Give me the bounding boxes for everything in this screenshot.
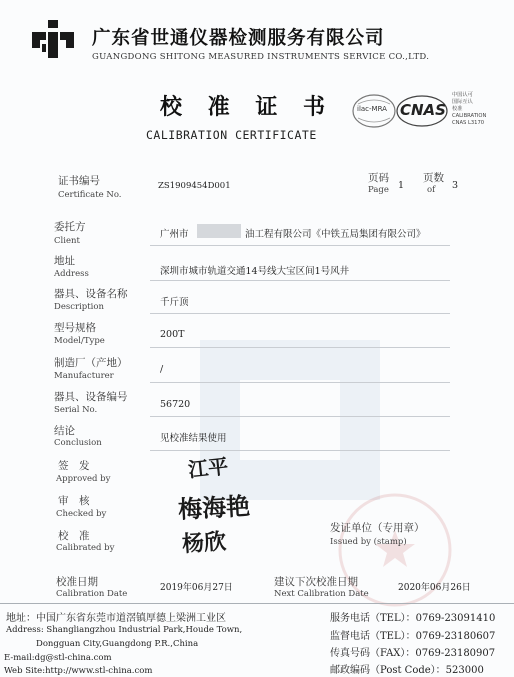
serial-value: 56720 — [160, 399, 191, 410]
client-label-cn: 委托方 — [54, 221, 86, 233]
certificate-title-en: CALIBRATION CERTIFICATE — [146, 128, 317, 142]
pages-value: 3 — [452, 180, 459, 191]
divider — [150, 347, 450, 348]
model-value: 200T — [160, 329, 185, 340]
cnas-label: CNAS — [400, 101, 446, 119]
address-value: 深圳市城市轨道交通14号线大宝区间1号风井 — [160, 266, 350, 277]
description-label-cn: 器具、设备名称 — [54, 288, 128, 300]
divider — [150, 382, 450, 383]
footer-address-en-1: Address: Shangliangzhou Industrial Park,Houde Town, — [6, 625, 243, 635]
divider — [150, 245, 450, 246]
divider — [150, 280, 450, 281]
accreditation-text: 校准 — [452, 106, 463, 112]
pages-label-en: of — [427, 185, 436, 195]
conclusion-value: 见校准结果使用 — [160, 433, 227, 444]
accreditation-marks — [352, 90, 504, 134]
accreditation-text: CNAS L3170 — [452, 120, 485, 126]
supervise-tel: 监督电话（TEL）：0769-23180607 — [330, 631, 496, 642]
footer-address-en-2: Dongguan City,Guangdong P.R.,China — [36, 639, 199, 649]
model-label-en: Model/Type — [54, 336, 105, 346]
checked-label-en: Checked by — [56, 509, 107, 519]
calibration-date-label-en: Calibration Date — [56, 589, 128, 599]
conclusion-label-cn: 结论 — [54, 425, 75, 437]
accreditation-text: CALIBRATION — [452, 113, 487, 119]
serial-label-en: Serial No. — [54, 405, 98, 415]
address-label-en: Address — [54, 269, 89, 279]
page-value: 1 — [398, 180, 405, 191]
certificate-title-cn: 校 准 证 书 — [160, 94, 334, 120]
fax-number: 传真号码（FAX）：0769-23180907 — [330, 648, 496, 659]
client-label-en: Client — [54, 236, 80, 246]
divider — [150, 416, 450, 417]
calibrated-label-cn: 校 准 — [58, 530, 90, 542]
approved-signature: 江平 — [187, 453, 230, 483]
manufacturer-value: / — [160, 364, 164, 375]
page-label-cn: 页码 — [368, 172, 389, 184]
company-logo-icon — [30, 18, 76, 60]
company-name-cn: 广东省世通仪器检测服务有限公司 — [92, 28, 385, 49]
conclusion-label-en: Conclusion — [54, 438, 102, 448]
issuer-label-cn: 发证单位（专用章） — [330, 522, 425, 534]
accreditation-small-text — [452, 92, 486, 127]
footer-email: E-mail:dg@stl-china.com — [4, 653, 112, 663]
client-value-prefix: 广州市 — [160, 229, 189, 240]
footer-address-cn: 地址：中国广东省东莞市道滘镇厚德上梁洲工业区 — [6, 613, 226, 624]
approved-label-en: Approved by — [56, 474, 111, 484]
description-label-en: Description — [54, 302, 104, 312]
post-code: 邮政编码（Post Code）：523000 — [330, 665, 484, 676]
client-value: 油工程有限公司《中铁五局集团有限公司》 — [245, 229, 426, 240]
company-name-en: GUANGDONG SHITONG MEASURED INSTRUMENTS SERVICE CO.,LTD. — [92, 52, 430, 62]
calibration-date-value: 2019年06月27日 — [160, 583, 233, 593]
accreditation-text: 国际互认 — [452, 99, 473, 105]
checked-label-cn: 审 核 — [58, 495, 90, 507]
ilac-label: ilac-MRA — [357, 105, 387, 113]
accreditation-text: 中国认可 — [452, 92, 473, 98]
next-calibration-label-cn: 建议下次校准日期 — [274, 576, 358, 588]
next-calibration-value: 2020年06月26日 — [398, 583, 471, 593]
issuer-label-en: Issued by (stamp) — [330, 537, 407, 547]
footer-divider — [0, 603, 514, 604]
manufacturer-label-cn: 制造厂（产地） — [54, 357, 128, 369]
certificate-no-value: ZS1909454D001 — [158, 181, 231, 191]
calibration-date-label-cn: 校准日期 — [56, 576, 98, 588]
divider — [150, 450, 450, 451]
footer-website: Web Site:http://www.stl-china.com — [4, 666, 153, 676]
page-label-en: Page — [368, 185, 389, 195]
description-value: 千斤顶 — [160, 297, 189, 308]
service-tel: 服务电话（TEL）：0769-23091410 — [330, 613, 496, 624]
redacted-block — [197, 224, 241, 238]
manufacturer-label-en: Manufacturer — [54, 371, 114, 381]
checked-signature: 梅海艳 — [177, 492, 251, 524]
model-label-cn: 型号规格 — [54, 322, 96, 334]
serial-label-cn: 器具、设备编号 — [54, 391, 128, 403]
next-calibration-label-en: Next Calibration Date — [274, 589, 369, 599]
certificate-no-label-en: Certificate No. — [58, 190, 122, 200]
certificate-no-label-cn: 证书编号 — [58, 175, 100, 187]
address-label-cn: 地址 — [54, 255, 75, 267]
divider — [150, 313, 450, 314]
calibrated-label-en: Calibrated by — [56, 543, 115, 553]
pages-label-cn: 页数 — [423, 172, 444, 184]
calibrated-signature: 杨欣 — [181, 529, 227, 558]
approved-label-cn: 签 发 — [58, 460, 90, 472]
